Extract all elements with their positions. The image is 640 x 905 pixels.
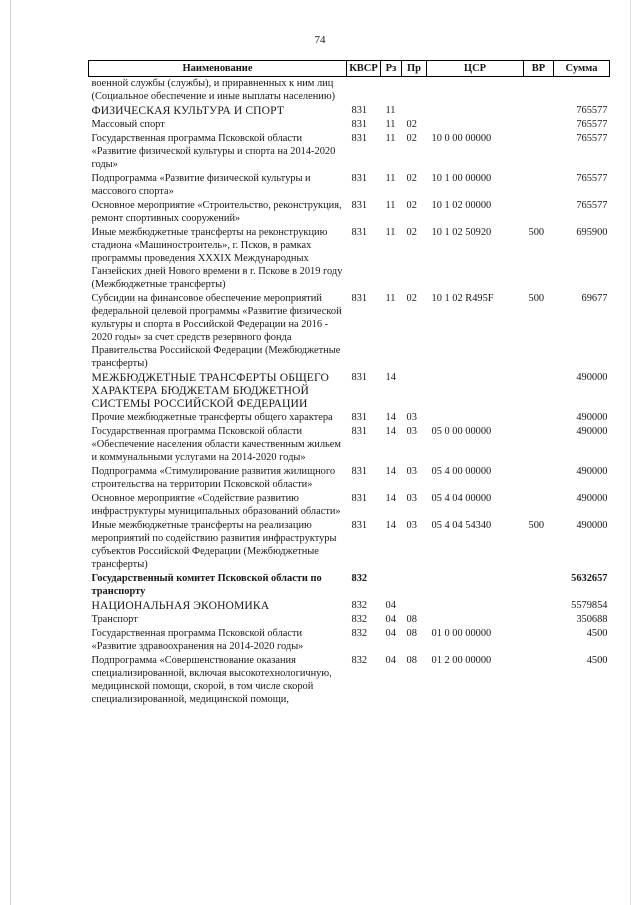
- table-header-row: [89, 61, 610, 77]
- cell-rz: 14: [385, 426, 396, 437]
- cell-rz: 11: [385, 293, 396, 304]
- table-row: [89, 118, 610, 132]
- cell-csr: 01 0 00 00000: [431, 628, 492, 639]
- table-row: [89, 292, 610, 371]
- cell-rz: 14: [385, 372, 396, 383]
- cell-kvsr: 831: [351, 173, 368, 184]
- cell-csr: [427, 77, 524, 105]
- cell-csr: 10 0 00 00000: [431, 133, 492, 144]
- cell-vr: [524, 572, 554, 599]
- cell-rz: 14: [385, 520, 396, 531]
- header-csr: ЦСР: [427, 61, 524, 77]
- cell-rz: 11: [385, 105, 396, 116]
- cell-csr: [427, 118, 524, 132]
- cell-sum: 4500: [586, 628, 608, 639]
- header-pr: Пр: [402, 61, 427, 77]
- cell-name: Государственная программа Псковской области «Развитие здравоохранения на 2014-2020 годы»: [91, 628, 304, 652]
- cell-csr: [427, 104, 524, 118]
- table-row: [89, 613, 610, 627]
- cell-name: Основное мероприятие «Строительство, реконструкция, ремонт спортивных сооружений»: [91, 200, 342, 224]
- table-row: [89, 425, 610, 465]
- cell-vr: 500: [528, 293, 545, 304]
- cell-csr: [427, 411, 524, 425]
- cell-name: Государственный комитет Псковской области по транспорту: [91, 573, 322, 597]
- table-row: [89, 411, 610, 425]
- cell-vr: [524, 411, 554, 425]
- cell-csr: [427, 599, 524, 613]
- budget-table: [88, 60, 610, 707]
- cell-sum: 765577: [576, 105, 608, 116]
- cell-pr: 03: [406, 493, 417, 504]
- cell-kvsr: 832: [351, 614, 368, 625]
- cell-sum: 490000: [576, 520, 608, 531]
- cell-name: Иные межбюджетные трансферты на реализацию мероприятий по содействию развития инфраструктуры субъектов Российской Федерации (Межбюджетные трансферты): [91, 520, 337, 570]
- cell-pr: 02: [406, 200, 417, 211]
- cell-name: Субсидии на финансовое обеспечение мероприятий федеральной целевой программы «Развитие физической культуры и спорта в Российской Федерации на 2016 - 2020 годы» за счет средств резервного фонда Правительства Российской Федерации (Межбюджетные трансферты): [91, 293, 342, 369]
- cell-sum: 490000: [576, 412, 608, 423]
- cell-sum: 765577: [576, 200, 608, 211]
- cell-vr: [524, 465, 554, 492]
- cell-name: Основное мероприятие «Содействие развитию инфраструктуры муниципальных образований области»: [91, 493, 341, 517]
- cell-vr: [524, 654, 554, 707]
- cell-rz: 04: [385, 628, 396, 639]
- scan-right-edge: [630, 0, 631, 905]
- cell-pr: 03: [406, 520, 417, 531]
- cell-sum: [554, 77, 610, 105]
- header-kvsr: КВСР: [347, 61, 381, 77]
- cell-pr: [402, 572, 427, 599]
- cell-kvsr: 832: [351, 573, 368, 584]
- cell-vr: [524, 77, 554, 105]
- cell-sum: 69677: [581, 293, 608, 304]
- cell-csr: 05 4 00 00000: [431, 466, 492, 477]
- table-row: [89, 572, 610, 599]
- cell-kvsr: 831: [351, 227, 368, 238]
- cell-kvsr: 831: [351, 105, 368, 116]
- cell-rz: 14: [385, 412, 396, 423]
- table-row: [89, 199, 610, 226]
- table-row: [89, 519, 610, 572]
- cell-kvsr: [347, 77, 381, 105]
- cell-kvsr: 832: [351, 628, 368, 639]
- cell-rz: 14: [385, 466, 396, 477]
- cell-vr: [524, 371, 554, 411]
- cell-rz: 11: [385, 173, 396, 184]
- cell-name: военной службы (службы), и приравненных к ним лиц (Социальное обеспечение и иные выплаты населению): [91, 78, 336, 102]
- cell-pr: 02: [406, 119, 417, 130]
- cell-vr: [524, 132, 554, 172]
- cell-sum: 490000: [576, 493, 608, 504]
- cell-kvsr: 831: [351, 293, 368, 304]
- cell-vr: [524, 118, 554, 132]
- cell-rz: 11: [385, 133, 396, 144]
- cell-csr: 05 0 00 00000: [431, 426, 492, 437]
- cell-csr: 01 2 00 00000: [431, 655, 492, 666]
- table-row: [89, 492, 610, 519]
- cell-pr: 02: [406, 133, 417, 144]
- table-row: [89, 104, 610, 118]
- cell-name: Подпрограмма «Развитие физической культуры и массового спорта»: [91, 173, 311, 197]
- cell-kvsr: 831: [351, 466, 368, 477]
- cell-csr: 10 1 02 00000: [431, 200, 492, 211]
- cell-sum: 490000: [576, 466, 608, 477]
- cell-csr: 05 4 04 00000: [431, 493, 492, 504]
- cell-pr: 08: [406, 614, 417, 625]
- table-row: [89, 172, 610, 199]
- cell-sum: 490000: [576, 426, 608, 437]
- cell-rz: 14: [385, 493, 396, 504]
- cell-rz: 04: [385, 655, 396, 666]
- table-row: [89, 132, 610, 172]
- cell-csr: 10 1 02 50920: [431, 227, 492, 238]
- cell-vr: [524, 613, 554, 627]
- cell-pr: 03: [406, 466, 417, 477]
- table-row: [89, 627, 610, 654]
- cell-rz: 11: [385, 119, 396, 130]
- cell-vr: [524, 425, 554, 465]
- table-row: [89, 226, 610, 292]
- cell-sum: 5632657: [571, 573, 608, 584]
- cell-name: Подпрограмма «Совершенствование оказания специализированной, включая высокотехнологичную, медицинской помощи, скорой, в том числе скорой специализированной, медицинской помощи,: [91, 655, 332, 705]
- cell-kvsr: 831: [351, 426, 368, 437]
- cell-name: НАЦИОНАЛЬНАЯ ЭКОНОМИКА: [91, 599, 270, 612]
- cell-name: Иные межбюджетные трансферты на реконструкцию стадиона «Машиностроитель», г. Псков, в рамках программы проведения XXXIX Международных Ганзейских дней Нового времени в г. Пскове в 2019 году (Межбюджетные трансферты): [91, 227, 343, 290]
- table-body: [89, 77, 610, 708]
- cell-pr: [402, 371, 427, 411]
- cell-name: Массовый спорт: [91, 119, 165, 130]
- cell-rz: 04: [385, 614, 396, 625]
- cell-kvsr: 831: [351, 493, 368, 504]
- cell-kvsr: 831: [351, 412, 368, 423]
- budget-table-container: [88, 60, 609, 707]
- cell-name: МЕЖБЮДЖЕТНЫЕ ТРАНСФЕРТЫ ОБЩЕГО ХАРАКТЕРА БЮДЖЕТАМ БЮДЖЕТНОЙ СИСТЕМЫ РОССИЙСКОЙ ФЕДЕРАЦИИ: [91, 371, 329, 410]
- cell-sum: 5579854: [571, 600, 608, 611]
- cell-kvsr: 831: [351, 119, 368, 130]
- cell-kvsr: 831: [351, 520, 368, 531]
- cell-vr: [524, 627, 554, 654]
- cell-rz: 11: [385, 227, 396, 238]
- cell-kvsr: 832: [351, 600, 368, 611]
- cell-sum: 490000: [576, 372, 608, 383]
- cell-name: Государственная программа Псковской области «Развитие физической культуры и спорта на 2014-2020 годы»: [91, 133, 336, 170]
- cell-name: ФИЗИЧЕСКАЯ КУЛЬТУРА И СПОРТ: [91, 104, 284, 117]
- header-vr: ВР: [524, 61, 554, 77]
- cell-pr: 02: [406, 293, 417, 304]
- cell-vr: [524, 104, 554, 118]
- cell-pr: [402, 104, 427, 118]
- cell-kvsr: 831: [351, 200, 368, 211]
- header-name: Наименование: [89, 61, 347, 77]
- cell-csr: 05 4 04 54340: [431, 520, 492, 531]
- cell-csr: [427, 572, 524, 599]
- cell-sum: 765577: [576, 133, 608, 144]
- cell-vr: 500: [528, 227, 545, 238]
- cell-rz: [381, 572, 402, 599]
- cell-rz: 04: [385, 600, 396, 611]
- cell-name: Прочие межбюджетные трансферты общего характера: [91, 412, 333, 423]
- cell-rz: 11: [385, 200, 396, 211]
- page-number: 74: [314, 34, 326, 46]
- cell-vr: [524, 199, 554, 226]
- table-row: [89, 599, 610, 613]
- cell-name: Транспорт: [91, 614, 138, 625]
- table-row: [89, 654, 610, 707]
- cell-vr: [524, 172, 554, 199]
- cell-pr: 08: [406, 655, 417, 666]
- scan-left-edge: [10, 0, 11, 905]
- cell-sum: 695900: [576, 227, 608, 238]
- cell-sum: 350688: [576, 614, 608, 625]
- cell-csr: 10 1 02 R495F: [431, 293, 494, 304]
- table-row: [89, 465, 610, 492]
- cell-kvsr: 832: [351, 655, 368, 666]
- table-row: [89, 371, 610, 411]
- cell-name: Подпрограмма «Стимулирование развития жилищного строительства на территории Псковской области»: [91, 466, 336, 490]
- header-rz: Рз: [381, 61, 402, 77]
- cell-pr: 03: [406, 412, 417, 423]
- cell-pr: [402, 599, 427, 613]
- cell-rz: [381, 77, 402, 105]
- cell-pr: 02: [406, 173, 417, 184]
- cell-pr: 02: [406, 227, 417, 238]
- cell-csr: 10 1 00 00000: [431, 173, 492, 184]
- cell-pr: 08: [406, 628, 417, 639]
- cell-sum: 765577: [576, 119, 608, 130]
- cell-pr: [402, 77, 427, 105]
- cell-vr: [524, 599, 554, 613]
- cell-vr: 500: [528, 520, 545, 531]
- cell-sum: 4500: [586, 655, 608, 666]
- table-row: [89, 77, 610, 105]
- cell-csr: [427, 371, 524, 411]
- cell-sum: 765577: [576, 173, 608, 184]
- cell-name: Государственная программа Псковской области «Обеспечение населения области качественным жильем и коммунальными услугами на 2014-2020 годы»: [91, 426, 341, 463]
- cell-vr: [524, 492, 554, 519]
- cell-kvsr: 831: [351, 372, 368, 383]
- header-sum: Сумма: [554, 61, 610, 77]
- cell-pr: 03: [406, 426, 417, 437]
- cell-kvsr: 831: [351, 133, 368, 144]
- cell-csr: [427, 613, 524, 627]
